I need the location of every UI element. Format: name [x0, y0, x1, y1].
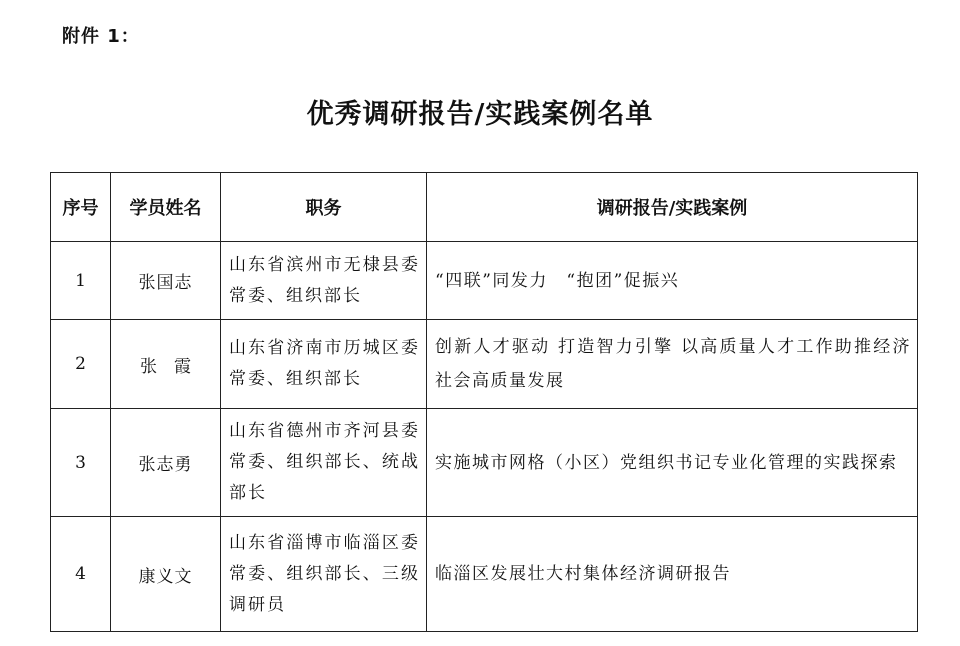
row-position: 山东省滨州市无棣县委常委、组织部长 [221, 242, 427, 320]
row-report: “四联”同发力 “抱团”促振兴 [427, 242, 918, 320]
row-report: 临淄区发展壮大村集体经济调研报告 [427, 517, 918, 632]
roster-table [50, 172, 918, 632]
header-name: 学员姓名 [111, 173, 221, 242]
row-index: 1 [51, 242, 111, 320]
row-position: 山东省德州市齐河县委常委、组织部长、统战部长 [221, 409, 427, 517]
header-report: 调研报告/实践案例 [427, 173, 918, 242]
table-row [51, 409, 918, 517]
row-position: 山东省济南市历城区委常委、组织部长 [221, 320, 427, 409]
row-index: 3 [51, 409, 111, 517]
header-index: 序号 [51, 173, 111, 242]
row-index: 2 [51, 320, 111, 409]
attachment-label: 附件 1： [62, 26, 140, 47]
row-report: 实施城市网格（小区）党组织书记专业化管理的实践探索 [427, 409, 918, 517]
row-report: 创新人才驱动 打造智力引擎 以高质量人才工作助推经济社会高质量发展 [427, 320, 918, 409]
row-name: 张志勇 [111, 409, 221, 517]
row-name: 张国志 [111, 242, 221, 320]
page-title: 优秀调研报告/实践案例名单 [306, 99, 654, 130]
row-position: 山东省淄博市临淄区委常委、组织部长、三级调研员 [221, 517, 427, 632]
table-row [51, 320, 918, 409]
header-position: 职务 [221, 173, 427, 242]
table-row [51, 517, 918, 632]
row-name: 康义文 [111, 517, 221, 632]
row-index: 4 [51, 517, 111, 632]
table-header-row [51, 173, 918, 242]
row-name: 张 霞 [111, 320, 221, 409]
table-row [51, 242, 918, 320]
